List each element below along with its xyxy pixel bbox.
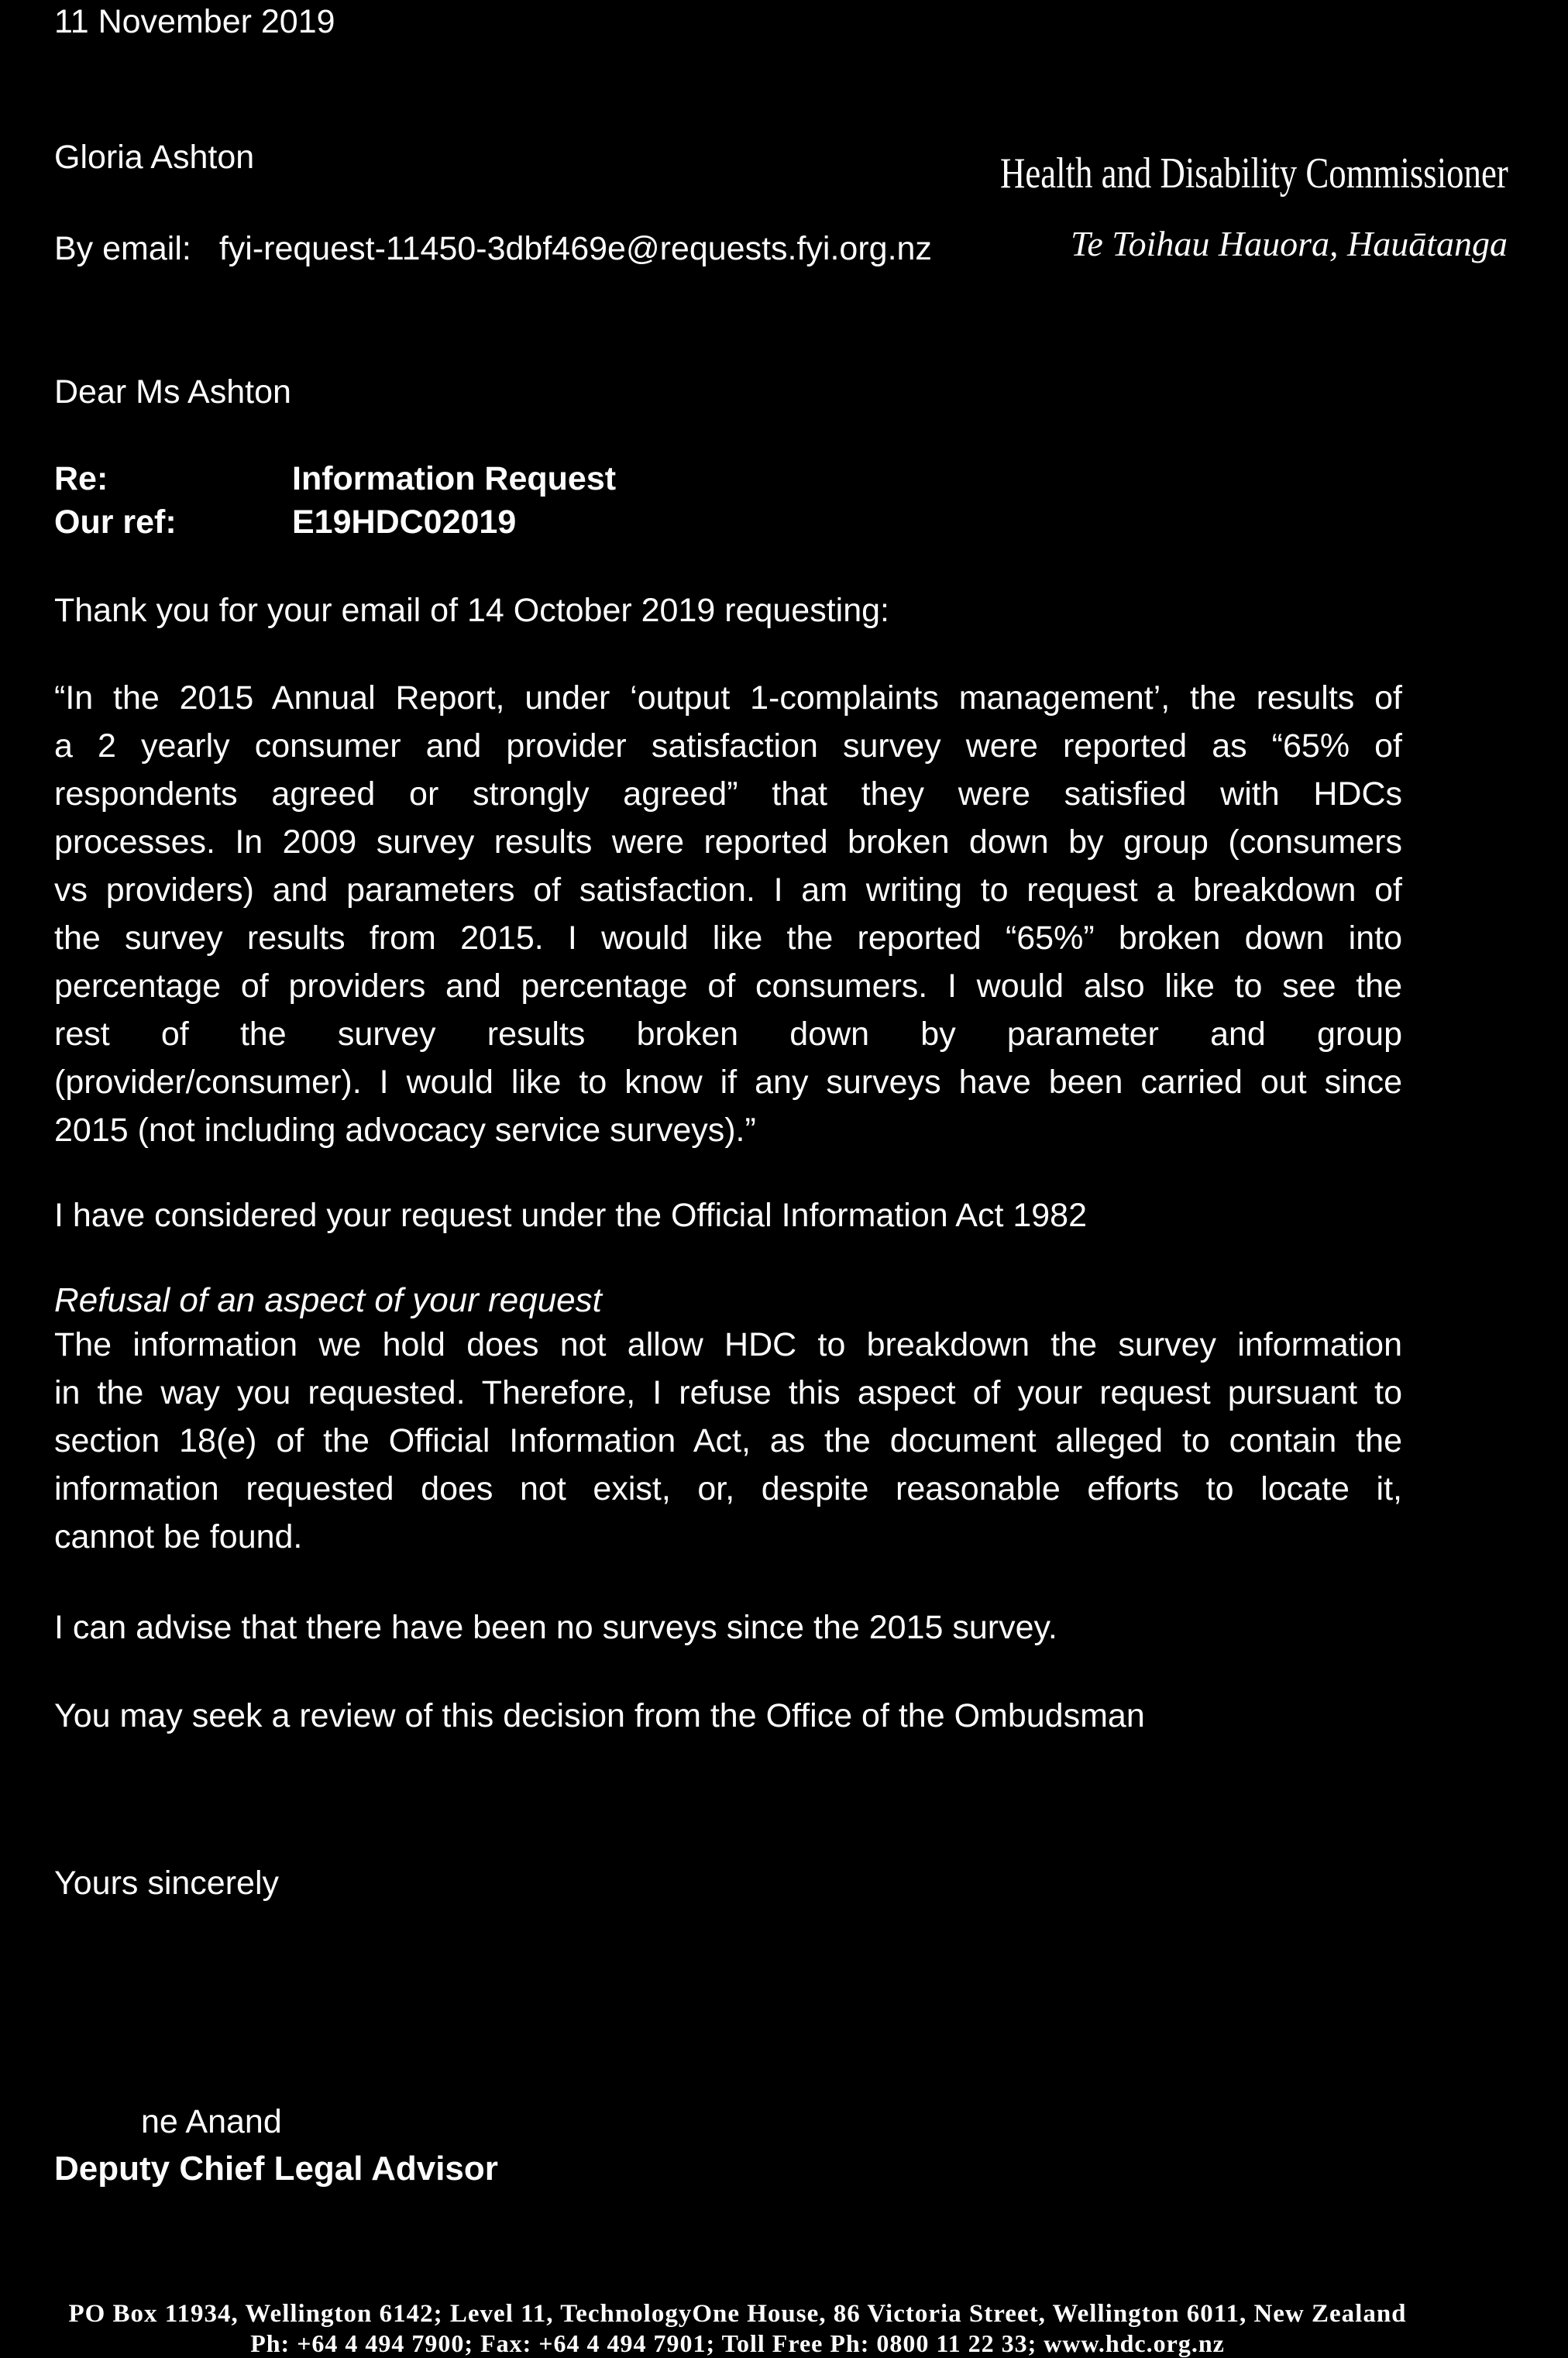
quote-line: a 2 yearly consumer and provider satisfaction survey were reported as “65% of	[54, 727, 1402, 765]
re-label: Re:	[54, 460, 108, 497]
org-name: Health and Disability Commissioner	[1000, 150, 1508, 198]
intro-line: Thank you for your email of 14 October 2019 requesting:	[54, 592, 890, 629]
refusal-line: section 18(e) of the Official Information Act, as the document alleged to contain the	[54, 1422, 1402, 1459]
by-email-label: By email:	[54, 230, 191, 267]
org-header	[1000, 149, 1568, 263]
salutation: Dear Ms Ashton	[54, 373, 291, 411]
footer-phone-line: Ph: +64 4 494 7900; Fax: +64 4 494 7901; Toll Free Ph: 0800 11 22 33; www.hdc.org.nz	[250, 2329, 1225, 2357]
footer-address-line: PO Box 11934, Wellington 6142; Level 11, TechnologyOne House, 86 Victoria Street, Wellington 6011, New Zealand	[68, 2300, 1407, 2328]
quote-line: percentage of providers and percentage of consumers. I would also like to see the	[54, 968, 1402, 1005]
refusal-paragraph	[54, 1321, 1402, 1561]
re-row	[54, 459, 616, 502]
quote-line: respondents agreed or strongly agreed” that they were satisfied with HDCs	[54, 775, 1402, 813]
request-quote	[54, 674, 1402, 1154]
recipient-name: Gloria Ashton	[54, 139, 255, 176]
review-line: You may seek a review of this decision from the Office of the Ombudsman	[54, 1697, 1145, 1734]
refusal-line: cannot be found.	[54, 1518, 303, 1555]
our-ref-label: Our ref:	[54, 504, 177, 541]
reference-block	[54, 459, 616, 545]
refusal-heading: Refusal of an aspect of your request	[54, 1281, 602, 1319]
consideration-line: I have considered your request under the Official Information Act 1982	[54, 1197, 1087, 1234]
closing-line: Yours sincerely	[54, 1865, 279, 1902]
refusal-line: in the way you requested. Therefore, I refuse this aspect of your request pursuant to	[54, 1374, 1402, 1411]
org-maori-name: Te Toihau Hauora, Hauātanga	[1071, 224, 1508, 263]
refusal-line: information requested does not exist, or, despite reasonable efforts to locate it,	[54, 1470, 1402, 1507]
quote-line: processes. In 2009 survey results were reported broken down by group (consumers	[54, 823, 1402, 861]
our-ref-value: E19HDC02019	[292, 504, 517, 541]
quote-line: (provider/consumer). I would like to know if any surveys have been carried out since	[54, 1064, 1402, 1101]
signatory-name: ne Anand	[141, 2103, 282, 2140]
signatory-title: Deputy Chief Legal Advisor	[54, 2150, 498, 2188]
letter-date: 11 November 2019	[54, 3, 335, 40]
footer	[0, 2300, 1475, 2357]
advice-line: I can advise that there have been no surveys since the 2015 survey.	[54, 1609, 1057, 1646]
quote-line: “In the 2015 Annual Report, under ‘output 1-complaints management’, the results of	[54, 679, 1402, 717]
quote-line: 2015 (not including advocacy service surveys).”	[54, 1112, 756, 1149]
quote-line: the survey results from 2015. I would like the reported “65%” broken down into	[54, 919, 1402, 957]
our-ref-row	[54, 502, 616, 545]
email-address: fyi-request-11450-3dbf469e@requests.fyi.org.nz	[218, 230, 932, 267]
quote-line: vs providers) and parameters of satisfaction. I am writing to request a breakdown of	[54, 871, 1402, 909]
re-value: Information Request	[292, 460, 617, 497]
quote-line: rest of the survey results broken down by parameter and group	[54, 1016, 1402, 1053]
by-email-line	[54, 229, 932, 269]
refusal-line: The information we hold does not allow HDC to breakdown the survey information	[54, 1326, 1402, 1363]
